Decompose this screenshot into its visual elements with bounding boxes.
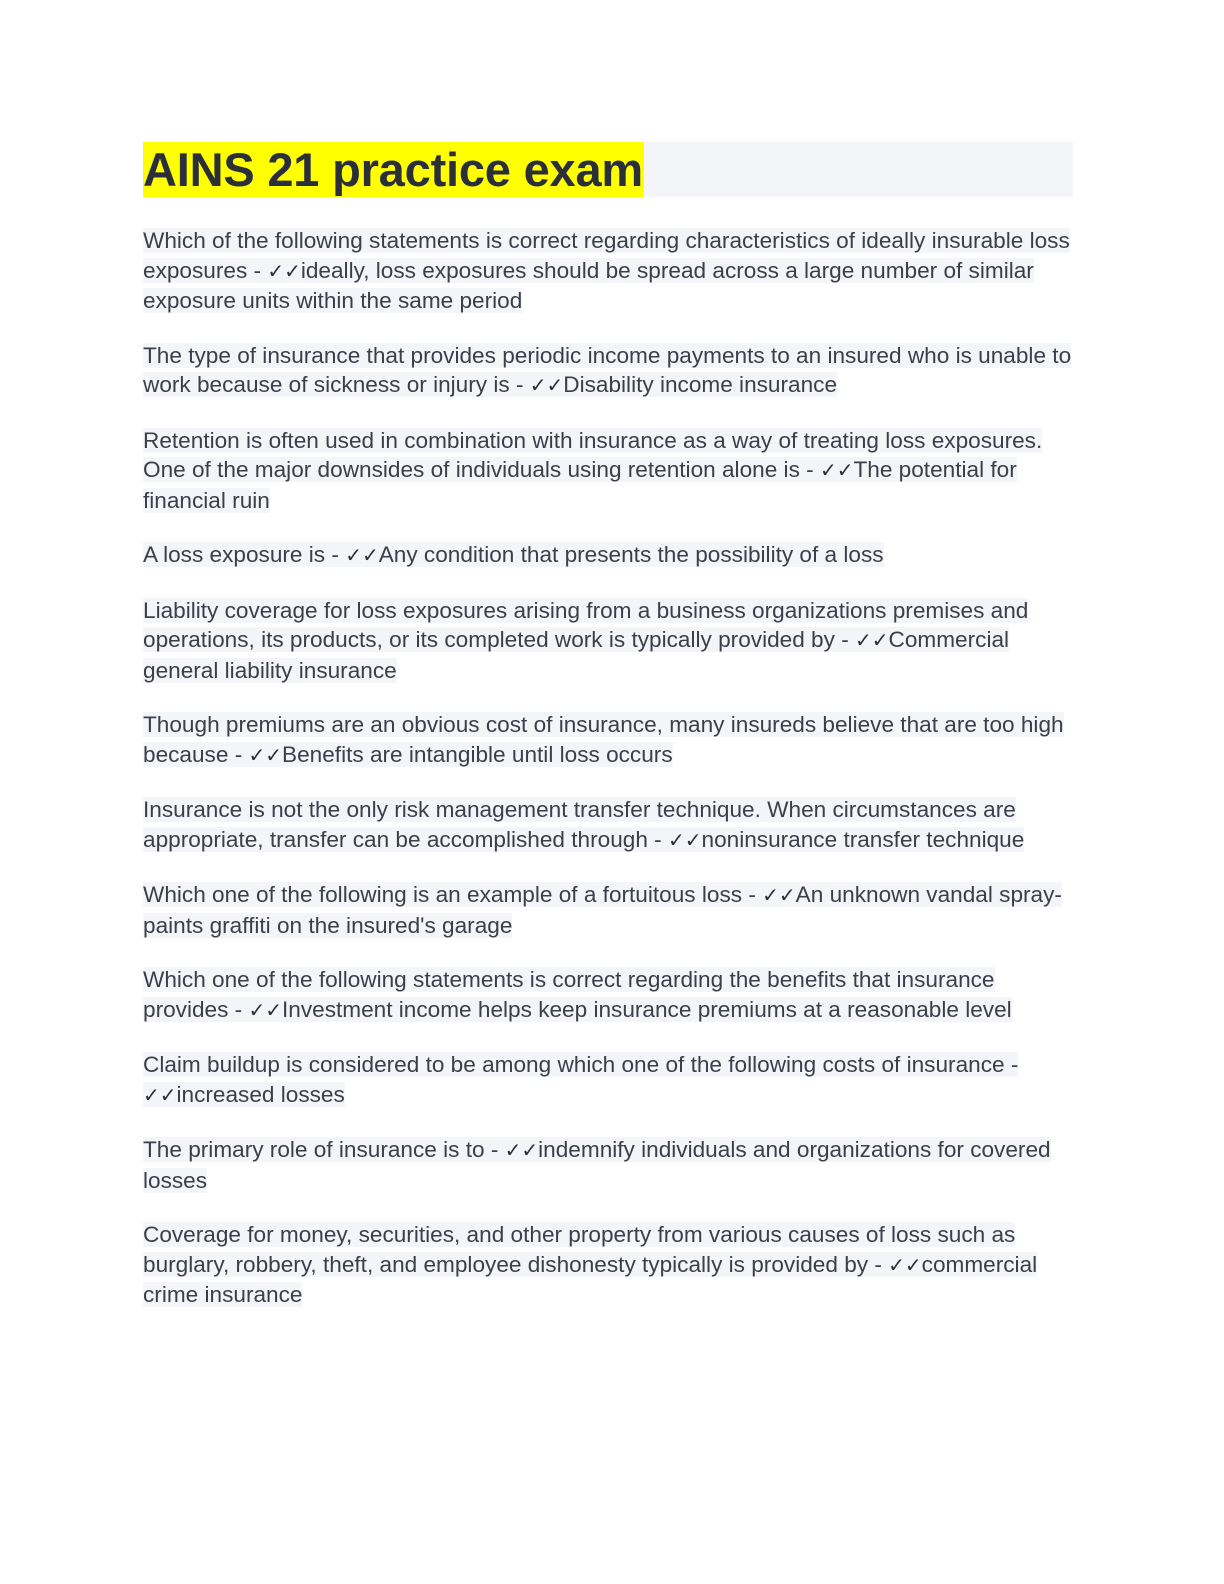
answer-text: Any condition that presents the possibility of a loss <box>378 542 884 567</box>
qa-item <box>143 965 1083 1025</box>
title-bar <box>143 142 1073 197</box>
check-icon: ✓✓ <box>248 742 283 767</box>
qa-list <box>143 226 1083 1335</box>
page-title: AINS 21 practice exam <box>143 143 644 196</box>
qa-item <box>143 710 1083 770</box>
check-icon: ✓✓ <box>888 1252 922 1277</box>
answer-text: The potential for financial ruin <box>143 457 1017 513</box>
answer-text: commercial crime insurance <box>143 1251 1038 1307</box>
check-icon: ✓✓ <box>248 997 282 1022</box>
question-text: Which of the following statements is correct regarding characteristics of ideally insurable loss exposures - <box>143 228 1070 283</box>
check-icon: ✓✓ <box>143 1082 177 1107</box>
question-text: The primary role of insurance is to - <box>143 1137 505 1162</box>
qa-item <box>143 1135 1083 1195</box>
question-text: Coverage for money, securities, and other property from various causes of loss such as burglary, robbery, theft, and employee dishonesty typically is provided by - <box>143 1222 1016 1277</box>
answer-text: Commercial general liability insurance <box>143 627 1010 683</box>
question-text: Liability coverage for loss exposures arising from a business organizations premises and operations, its products, or its completed work is typically provided by - <box>143 597 1029 652</box>
check-icon: ✓✓ <box>267 258 301 283</box>
check-icon: ✓✓ <box>667 827 702 852</box>
answer-text: An unknown vandal spray-paints graffiti on the insured's garage <box>143 882 1062 938</box>
question-text: Insurance is not the only risk management transfer technique. When circumstances are appropriate, transfer can be accomplished through - <box>143 797 1016 852</box>
qa-item <box>143 426 1083 516</box>
answer-text: Disability income insurance <box>563 372 838 397</box>
check-icon: ✓✓ <box>345 543 379 567</box>
answer-text: noninsurance transfer technique <box>701 826 1025 852</box>
qa-item <box>143 1220 1083 1310</box>
answer-text: indemnify individuals and organizations for covered losses <box>143 1137 1051 1193</box>
qa-item <box>143 880 1083 940</box>
answer-text: Benefits are intangible until loss occurs <box>282 741 673 767</box>
answer-text: Investment income helps keep insurance premiums at a reasonable level <box>282 996 1012 1022</box>
question-text: A loss exposure is - <box>143 542 346 567</box>
question-text: Though premiums are an obvious cost of insurance, many insureds believe that are too high because - <box>143 712 1064 767</box>
check-icon: ✓✓ <box>529 373 564 397</box>
question-text: The type of insurance that provides periodic income payments to an insured who is unable to work because of sickness or injury is - <box>143 342 1072 397</box>
qa-item <box>143 596 1083 686</box>
check-icon: ✓✓ <box>819 458 854 482</box>
question-text: Which one of the following statements is correct regarding the benefits that insurance provides - <box>143 967 995 1022</box>
check-icon: ✓✓ <box>855 628 889 652</box>
qa-item <box>143 540 1083 571</box>
qa-item <box>143 226 1083 316</box>
qa-item <box>143 795 1083 855</box>
answer-text: ideally, loss exposures should be spread across a large number of similar exposure units within the same period <box>143 257 1034 313</box>
question-text: Retention is often used in combination with insurance as a way of treating loss exposures. One of the major downsides of individuals using retention alone is - <box>143 427 1043 482</box>
check-icon: ✓✓ <box>504 1138 539 1162</box>
check-icon: ✓✓ <box>762 883 796 907</box>
qa-item <box>143 341 1083 401</box>
question-text: Claim buildup is considered to be among which one of the following costs of insurance - <box>143 1052 1019 1077</box>
question-text: Which one of the following is an example of a fortuitous loss - <box>143 882 763 907</box>
qa-item <box>143 1050 1083 1110</box>
answer-text: increased losses <box>176 1081 345 1107</box>
